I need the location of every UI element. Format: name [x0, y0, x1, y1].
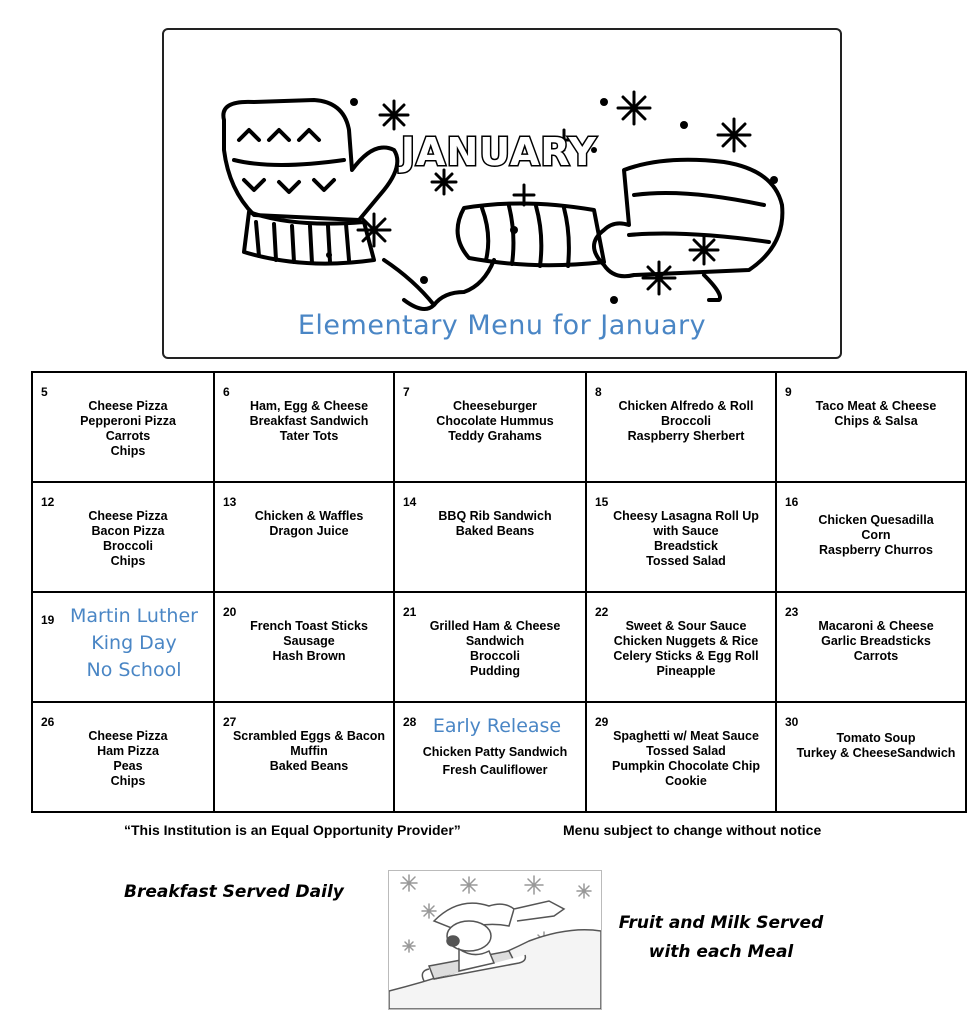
menu-item: Carrots [105, 429, 151, 443]
menu-item: Chicken Alfredo & Roll [618, 399, 754, 413]
day-number: 9 [785, 385, 792, 399]
calendar-day-cell [214, 372, 394, 482]
calendar-day-cell [776, 702, 966, 812]
menu-item: Chicken & Waffles [254, 509, 364, 523]
menu-items [33, 373, 213, 459]
menu-item: Cheeseburger [452, 399, 538, 413]
day-number: 21 [403, 605, 417, 619]
day-number: 7 [403, 385, 410, 399]
menu-item: Chips [110, 444, 146, 458]
menu-item: Grilled Ham & Cheese [429, 619, 561, 633]
menu-item: Breadstick [654, 539, 718, 553]
calendar-day-cell [32, 372, 214, 482]
menu-item: Cheese Pizza [88, 399, 168, 413]
mittens-snowflakes-illustration [164, 30, 840, 320]
menu-item: Spaghetti w/ Meat Sauce [613, 729, 759, 743]
menu-item: Garlic Breadsticks [821, 634, 931, 648]
calendar-day-cell [394, 482, 586, 592]
menu-item: Ham, Egg & Cheese [249, 399, 369, 413]
day-number: 12 [41, 495, 55, 509]
menu-item: Cookie [665, 774, 707, 788]
calendar-day-cell [586, 702, 776, 812]
menu-items [395, 373, 585, 444]
calendar-week-row [32, 592, 966, 702]
calendar-day-cell [586, 372, 776, 482]
day-number: 29 [595, 715, 609, 729]
calendar-day-cell [394, 372, 586, 482]
calendar-day-cell [32, 592, 214, 702]
calendar-week-row [32, 482, 966, 592]
menu-item: French Toast Sticks [250, 619, 368, 633]
calendar-day-cell [394, 702, 586, 812]
menu-items [777, 483, 965, 558]
calendar-day-cell [214, 592, 394, 702]
holiday-notice-line: Martin Luther [70, 605, 198, 627]
calendar-day-cell [32, 702, 214, 812]
menu-calendar [31, 371, 967, 813]
menu-items [395, 483, 585, 539]
calendar-week-row [32, 372, 966, 482]
menu-item: Baked Beans [455, 524, 535, 538]
day-number: 23 [785, 605, 799, 619]
menu-item: Chips [110, 774, 146, 788]
calendar-day-cell [586, 482, 776, 592]
menu-items [215, 373, 393, 444]
early-release-notice: Early Release [432, 715, 562, 737]
menu-items [395, 593, 585, 679]
breakfast-note: Breakfast Served Daily [124, 882, 344, 902]
day-number: 28 [403, 715, 417, 729]
menu-items [587, 483, 775, 569]
menu-item: Corn [861, 528, 891, 542]
day-number: 22 [595, 605, 609, 619]
menu-item: Broccoli [102, 539, 153, 553]
menu-item: Carrots [853, 649, 899, 663]
menu-items [587, 373, 775, 444]
menu-item: Scrambled Eggs & Bacon [232, 729, 386, 743]
day-number: 13 [223, 495, 237, 509]
menu-item: Macaroni & Cheese [818, 619, 934, 633]
menu-item: Chicken Quesadilla [818, 513, 934, 527]
menu-item: Chocolate Hummus [436, 414, 554, 428]
menu-item: Sandwich [465, 634, 525, 648]
menu-item: Breakfast Sandwich [249, 414, 369, 428]
day-number: 15 [595, 495, 609, 509]
menu-item: Chips & Salsa [834, 414, 918, 428]
holiday-notice-line: King Day [91, 632, 177, 654]
calendar-day-cell [776, 372, 966, 482]
menu-item: Pumpkin Chocolate Chip [612, 759, 760, 773]
calendar-day-cell [394, 592, 586, 702]
holiday-notice-line: No School [86, 659, 182, 681]
menu-item: Hash Brown [272, 649, 346, 663]
menu-items [33, 703, 213, 789]
fruit-milk-note [612, 913, 830, 962]
calendar-day-cell [776, 482, 966, 592]
calendar-day-cell [214, 702, 394, 812]
menu-item: with Sauce [653, 524, 719, 538]
menu-item: Pineapple [656, 664, 716, 678]
menu-item: Chicken Nuggets & Rice [613, 634, 759, 648]
menu-item: Sausage [283, 634, 335, 648]
menu-item: Fresh Cauliflower [442, 763, 548, 777]
menu-item: Ham Pizza [97, 744, 159, 758]
calendar-week-row [32, 702, 966, 812]
menu-items [777, 593, 965, 664]
holiday-notice [59, 603, 209, 684]
day-number: 16 [785, 495, 799, 509]
menu-item: Cheesy Lasagna Roll Up [613, 509, 759, 523]
menu-item: Raspberry Churros [819, 543, 933, 557]
menu-item: Broccoli [660, 414, 711, 428]
menu-item: Broccoli [469, 649, 520, 663]
menu-item: Celery Sticks & Egg Roll [613, 649, 759, 663]
menu-item: Tossed Salad [646, 554, 726, 568]
menu-item: Baked Beans [269, 759, 349, 773]
sledding-drawing [389, 871, 601, 1009]
menu-items [215, 703, 393, 774]
day-number: 6 [223, 385, 230, 399]
menu-items [33, 483, 213, 569]
day-number: 5 [41, 385, 48, 399]
menu-item: Chicken Patty Sandwich [422, 745, 568, 759]
menu-item: Turkey & CheeseSandwich [796, 746, 956, 760]
calendar-day-cell [776, 592, 966, 702]
fruit-milk-note-line2: with each Meal [648, 942, 794, 962]
menu-item: Taco Meat & Cheese [815, 399, 937, 413]
menu-items [215, 483, 393, 539]
menu-items [215, 593, 393, 664]
snoopy-sledding-illustration [388, 870, 602, 1010]
menu-items [777, 703, 965, 761]
menu-item: Raspberry Sherbert [627, 429, 745, 443]
menu-item: Tomato Soup [836, 731, 916, 745]
menu-item: Tater Tots [279, 429, 339, 443]
day-number: 14 [403, 495, 417, 509]
menu-items [587, 703, 775, 789]
menu-items [395, 737, 585, 779]
calendar-day-cell [214, 482, 394, 592]
menu-title: Elementary Menu for January [297, 310, 707, 341]
calendar-day-cell [32, 482, 214, 592]
menu-item: Bacon Pizza [91, 524, 165, 538]
day-number: 27 [223, 715, 237, 729]
menu-items [587, 593, 775, 679]
menu-item: Chips [110, 554, 146, 568]
menu-items [777, 373, 965, 429]
day-number: 8 [595, 385, 602, 399]
day-number: 19 [41, 613, 55, 627]
menu-item: Cheese Pizza [88, 729, 168, 743]
day-number: 30 [785, 715, 799, 729]
menu-item: Teddy Grahams [448, 429, 542, 443]
day-number: 26 [41, 715, 55, 729]
calendar-day-cell [586, 592, 776, 702]
change-notice: Menu subject to change without notice [563, 822, 822, 838]
menu-item: Tossed Salad [646, 744, 726, 758]
menu-item: Peas [113, 759, 143, 773]
menu-item: Pepperoni Pizza [80, 414, 176, 428]
menu-item: Pudding [470, 664, 520, 678]
menu-item: Cheese Pizza [88, 509, 168, 523]
fruit-milk-note-line1: Fruit and Milk Served [618, 913, 824, 933]
header-art-word: JANUARY [400, 130, 598, 174]
equal-opportunity-note: “This Institution is an Equal Opportunity Provider” [124, 822, 461, 838]
menu-item: BBQ Rib Sandwich [438, 509, 552, 523]
header-banner [162, 28, 842, 359]
menu-item: Muffin [290, 744, 328, 758]
day-number: 20 [223, 605, 237, 619]
menu-item: Sweet & Sour Sauce [625, 619, 747, 633]
menu-item: Dragon Juice [269, 524, 349, 538]
